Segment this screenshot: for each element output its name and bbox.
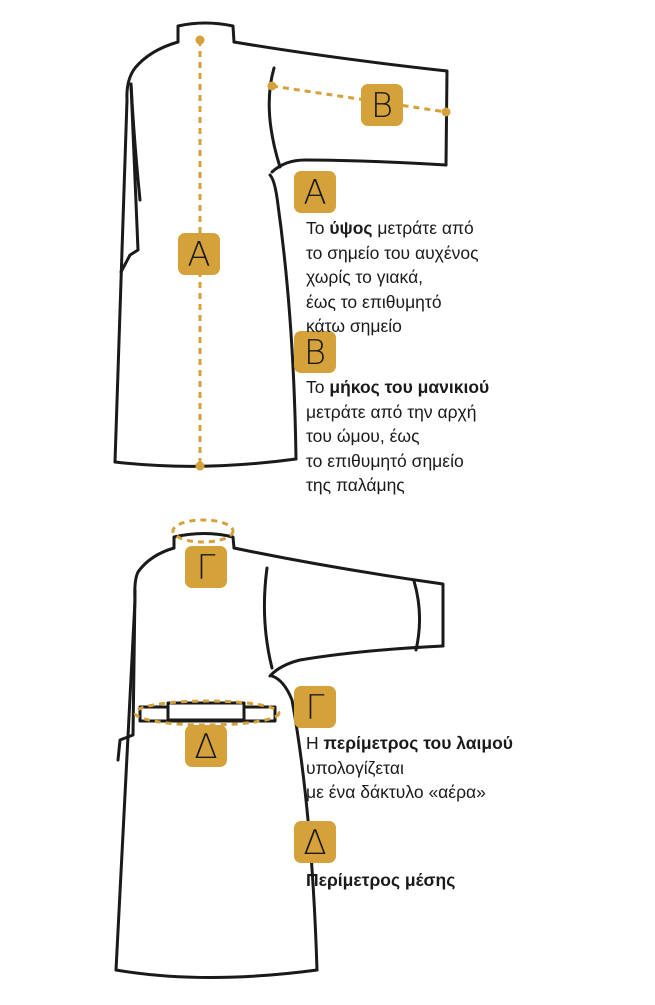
svg-text:Δ: Δ	[303, 823, 327, 863]
sleeve-line-end-dot	[442, 108, 451, 117]
badge-sleeve-on-garment	[361, 84, 403, 126]
neck-term: περίμετρος του λαιμού	[323, 733, 513, 753]
waist-term: Περίμετρος μέσης	[306, 870, 456, 890]
svg-text:Γ: Γ	[305, 688, 325, 728]
svg-text:A: A	[303, 173, 327, 213]
legend-sleeve-description: Το μήκος του μανικιού μετράτε από την αρχή του ώμου, έως το επιθυμητό σημείο της παλάμης	[306, 377, 490, 495]
legend-waist-description	[306, 868, 455, 893]
legend-badge-height	[294, 171, 336, 213]
badge-waist-on-garment	[185, 725, 227, 767]
legend-badge-neck	[294, 686, 336, 728]
svg-text:A: A	[187, 235, 211, 275]
sleeve-line-start-dot	[268, 82, 277, 91]
sleeve-measure-line	[272, 86, 446, 112]
svg-text:Δ: Δ	[194, 727, 218, 767]
svg-text:B: B	[303, 333, 327, 373]
badge-height-on-garment	[178, 233, 220, 275]
sleeve-term: μήκος του μανικιού	[329, 377, 490, 397]
height-line-end-dot	[196, 462, 205, 471]
badge-neck-on-garment	[185, 546, 227, 588]
legend-height-description: Το ύψος μετράτε από το σημείο του αυχένος χωρίς το γιακά, έως το επιθυμητό κάτω σημείο	[306, 218, 479, 336]
legend-badge-waist	[294, 821, 336, 863]
svg-text:Γ: Γ	[196, 548, 216, 588]
height-term: ύψος	[329, 218, 373, 238]
height-line-start-dot	[196, 36, 205, 45]
neck-measure-ellipse	[173, 520, 233, 542]
legend-neck-description: Η περίμετρος του λαιμού υπολογίζεται με ένα δάκτυλο «αέρα»	[306, 733, 513, 802]
svg-text:B: B	[370, 86, 394, 126]
